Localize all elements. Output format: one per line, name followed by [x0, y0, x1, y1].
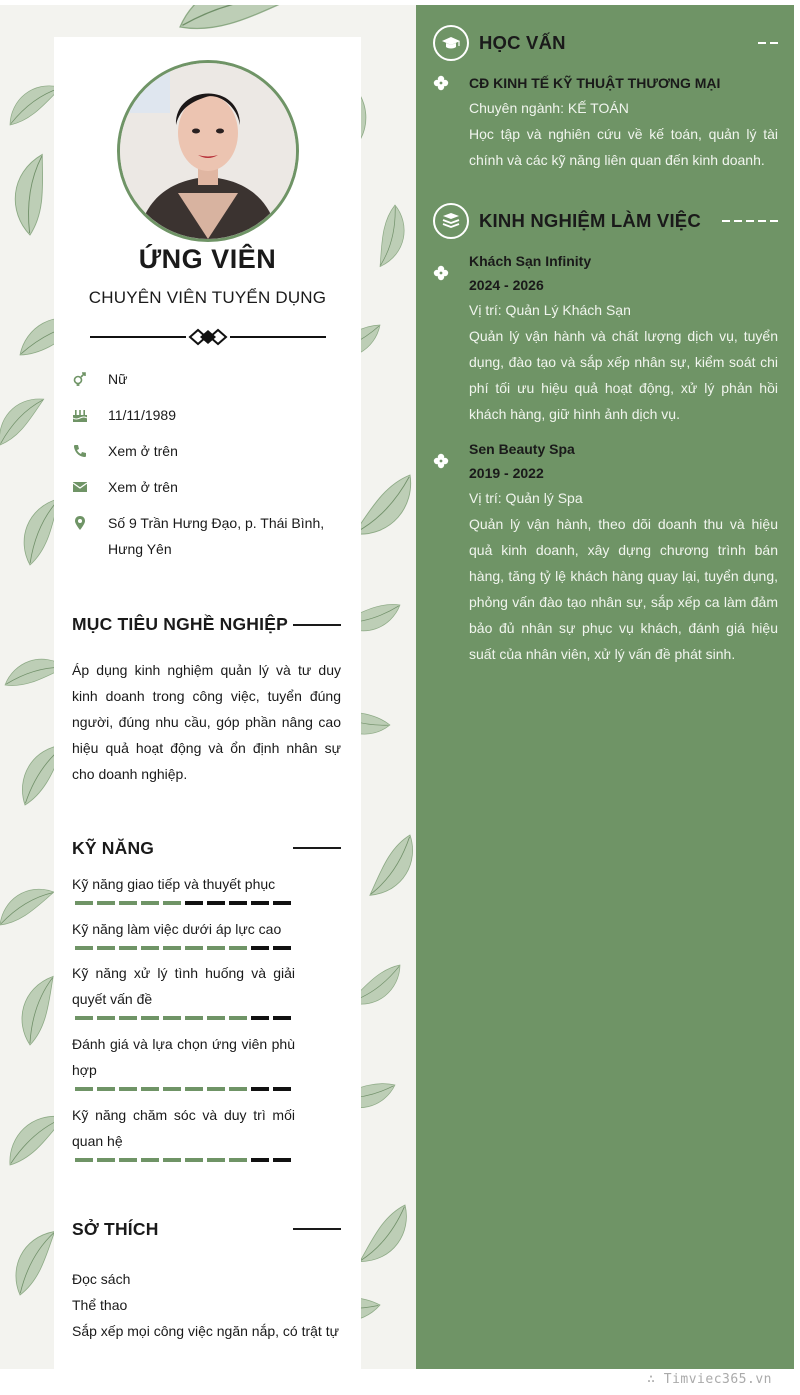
- skill-segment-filled: [185, 946, 203, 950]
- experience-dashes: [722, 220, 778, 222]
- skill-segment-filled: [163, 946, 181, 950]
- skill-segment-empty: [251, 1016, 269, 1020]
- skill-segment-filled: [185, 1087, 203, 1091]
- skill-segment-filled: [119, 946, 137, 950]
- skill-segment-filled: [163, 1016, 181, 1020]
- skill-segment-filled: [229, 1158, 247, 1162]
- skill-segment-filled: [163, 901, 181, 905]
- hobby-item: Sắp xếp mọi công việc ngăn nắp, có trật tự: [72, 1323, 339, 1339]
- skill-segment-filled: [207, 1016, 225, 1020]
- graduation-cap-icon: [441, 33, 461, 53]
- skill-segment-empty: [273, 946, 291, 950]
- skill-segment-filled: [119, 1016, 137, 1020]
- skill-segment-filled: [207, 946, 225, 950]
- skill-segment-empty: [207, 901, 225, 905]
- skill-segment-filled: [119, 1087, 137, 1091]
- work-position: Vị trí: Quản lý Spa: [469, 490, 583, 506]
- education-description: Học tập và nghiên cứu về kế toán, quản lý tài chính và các kỹ năng liên quan đến kinh doanh.: [469, 126, 778, 168]
- skill-segment-empty: [251, 1158, 269, 1162]
- skill-segment-filled: [119, 1158, 137, 1162]
- skill-label: Kỹ năng giao tiếp và thuyết phục: [72, 876, 276, 892]
- skill-level-bar: [72, 901, 295, 905]
- job-title: CHUYÊN VIÊN TUYỂN DỤNG: [88, 288, 327, 307]
- flower-bullet-icon: [433, 453, 449, 469]
- address-text: Số 9 Trần Hưng Đạo, p. Thái Bình, Hưng Yên: [108, 515, 325, 557]
- skill-level-bar: [72, 1016, 295, 1020]
- skill-segment-filled: [75, 1016, 93, 1020]
- work-period: 2024 - 2026: [469, 277, 544, 293]
- skill-segment-filled: [229, 1016, 247, 1020]
- work-description: Quản lý vận hành, theo dõi doanh thu và hiệu quả kinh doanh, xây dựng chương trình bán hàng, tăng tỷ lệ khách hàng quay lại, tuyển dụng, phỏng vấn đào tạo nhân sự, sắp xếp ca làm đảm bảo đủ nhân sự phục vụ khách, đánh giá hiệu suất của nhân viên, xử lý vấn đề phát sinh.: [469, 516, 778, 662]
- education-badge: [433, 25, 469, 61]
- objective-title: MỤC TIÊU NGHỀ NGHIỆP: [72, 614, 288, 634]
- birthday-text: 11/11/1989: [108, 407, 176, 423]
- books-icon: [441, 211, 461, 231]
- education-entry: [469, 71, 778, 173]
- hobby-item: Đọc sách: [72, 1271, 131, 1287]
- skill-segment-empty: [251, 901, 269, 905]
- phone-icon: [72, 443, 88, 459]
- skill-segment-filled: [141, 1087, 159, 1091]
- skill-item: [72, 916, 295, 950]
- birthday-cake-icon: [72, 407, 88, 423]
- experience-badge: [433, 203, 469, 239]
- skill-segment-filled: [97, 1016, 115, 1020]
- skill-segment-filled: [75, 1087, 93, 1091]
- skill-segment-filled: [119, 901, 137, 905]
- skill-level-bar: [72, 1087, 295, 1091]
- skill-segment-filled: [97, 1158, 115, 1162]
- skill-segment-filled: [185, 1016, 203, 1020]
- skill-item: [72, 1031, 295, 1091]
- objective-title-line: [293, 624, 341, 626]
- skill-segment-filled: [141, 946, 159, 950]
- work-position: Vị trí: Quản Lý Khách Sạn: [469, 302, 631, 318]
- skill-segment-filled: [141, 1158, 159, 1162]
- skill-segment-filled: [163, 1158, 181, 1162]
- education-title: HỌC VẤN: [479, 32, 566, 53]
- skill-label: Kỹ năng chăm sóc và duy trì mối quan hệ: [72, 1107, 295, 1149]
- skills-title: KỸ NĂNG: [72, 838, 155, 858]
- map-marker-icon: [72, 515, 88, 531]
- experience-entry: [469, 249, 778, 427]
- hobbies-title-line: [293, 1228, 341, 1230]
- watermark: ∴ Timviec365.vn: [647, 1372, 772, 1387]
- phone-text: Xem ở trên: [108, 443, 178, 459]
- skill-level-bar: [72, 1158, 295, 1162]
- skill-segment-filled: [229, 946, 247, 950]
- school-major: Chuyên ngành: KẾ TOÁN: [469, 100, 629, 116]
- envelope-icon: [72, 479, 88, 495]
- education-header: [433, 25, 778, 61]
- skill-segment-empty: [251, 1087, 269, 1091]
- avatar: [117, 60, 299, 242]
- skill-item: [72, 871, 295, 905]
- skill-segment-empty: [273, 901, 291, 905]
- skill-segment-filled: [97, 901, 115, 905]
- experience-title: KINH NGHIỆM LÀM VIỆC: [479, 210, 701, 231]
- company-name: Sen Beauty Spa: [469, 441, 575, 457]
- name-divider: [90, 327, 326, 347]
- company-name: Khách Sạn Infinity: [469, 253, 592, 269]
- skill-segment-filled: [75, 901, 93, 905]
- candidate-name: ỨNG VIÊN: [138, 244, 277, 274]
- skill-segment-empty: [251, 946, 269, 950]
- skill-segment-empty: [273, 1158, 291, 1162]
- skill-label: Kỹ năng làm việc dưới áp lực cao: [72, 921, 282, 937]
- skill-segment-filled: [97, 1087, 115, 1091]
- gender-text: Nữ: [108, 371, 128, 387]
- skill-label: Đánh giá và lựa chọn ứng viên phù hợp: [72, 1036, 295, 1078]
- skill-item: [72, 960, 295, 1020]
- flower-bullet-icon: [433, 75, 449, 91]
- skill-segment-empty: [273, 1016, 291, 1020]
- email-text: Xem ở trên: [108, 479, 178, 495]
- skill-segment-filled: [229, 1087, 247, 1091]
- skill-item: [72, 1102, 295, 1162]
- skill-segment-empty: [185, 901, 203, 905]
- gender-icon: [72, 371, 88, 387]
- hobbies-title: SỞ THÍCH: [72, 1219, 159, 1239]
- skill-segment-filled: [97, 946, 115, 950]
- work-description: Quản lý vận hành và chất lượng dịch vụ, tuyển dụng, đào tạo và sắp xếp nhân sự, kiểm soát chi phí tối ưu hiệu quả hoạt động, xử lý phản hồi khách hàng, giữ hình ảnh dịch vụ.: [469, 328, 778, 422]
- skill-level-bar: [72, 946, 295, 950]
- objective-text: Áp dụng kinh nghiệm quản lý và tư duy kinh doanh trong công việc, tuyển đúng người, đúng nhu cầu, góp phần nâng cao hiệu quả hoạt động và ổn định nhân sự cho doanh nghiệp.: [72, 662, 341, 782]
- skill-segment-filled: [75, 946, 93, 950]
- skill-segment-empty: [229, 901, 247, 905]
- experience-entry: [469, 437, 778, 667]
- skill-segment-filled: [141, 1016, 159, 1020]
- skill-segment-filled: [207, 1087, 225, 1091]
- skill-segment-filled: [141, 901, 159, 905]
- skills-title-line: [293, 847, 341, 849]
- experience-header: [433, 203, 778, 239]
- education-dashes: [758, 42, 778, 44]
- school-name: CĐ KINH TẾ KỸ THUẬT THƯƠNG MẠI: [469, 75, 721, 91]
- skill-segment-filled: [75, 1158, 93, 1162]
- skill-segment-filled: [207, 1158, 225, 1162]
- flower-bullet-icon: [433, 265, 449, 281]
- skill-label: Kỹ năng xử lý tình huống và giải quyết vấn đề: [72, 965, 295, 1007]
- hobby-item: Thể thao: [72, 1297, 128, 1313]
- avatar-portrait: [120, 63, 296, 239]
- skill-segment-empty: [273, 1087, 291, 1091]
- work-period: 2019 - 2022: [469, 465, 544, 481]
- skill-segment-filled: [185, 1158, 203, 1162]
- skill-segment-filled: [163, 1087, 181, 1091]
